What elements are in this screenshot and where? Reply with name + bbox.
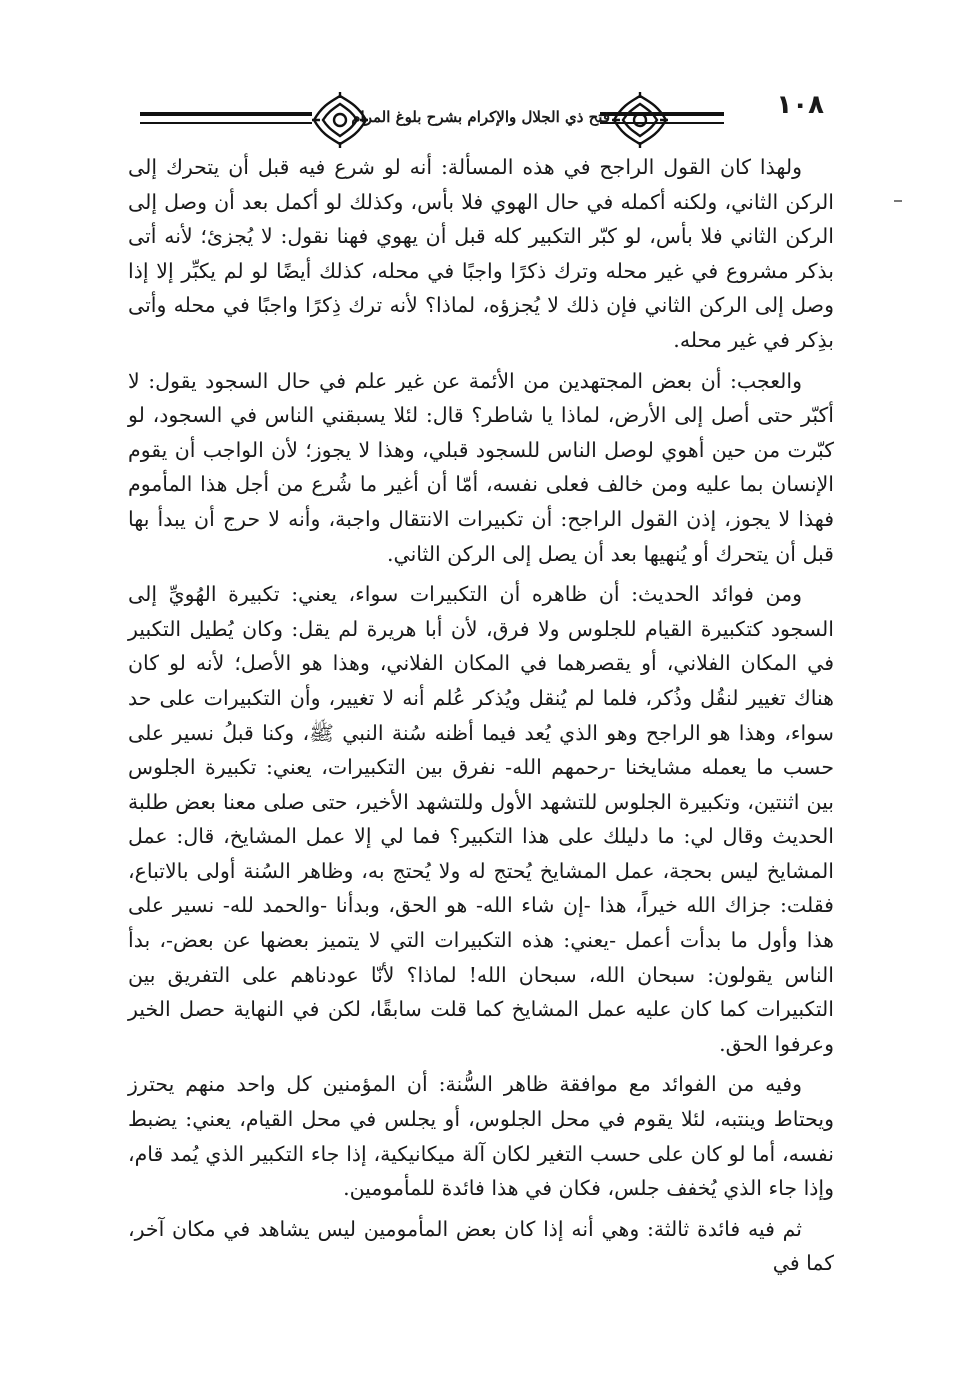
paragraph: ثم فيه فائدة ثالثة: وهي أنه إذا كان بعض المأمومين ليس يشاهد في مكان آخر، كما في bbox=[128, 1216, 834, 1276]
page-header bbox=[130, 78, 830, 156]
paragraph: ولهذا كان القول الراجح في هذه المسألة: أنه لو شرع فيه قبل أن يتحرك إلى الركن الثاني، ولكنه أكمله في حال الهوي فلا بأس، وكذلك لو أكمل بعد أن وصل إلى الركن الثاني فلا بأس، لو كبّر التكبير كله قبل أن يهوي فهنا نقول: لا يُجزئ؛ لأنه أتى بذكر مشروع في غير محله وترك ذكرًا واجبًا في محله، كذلك أيضًا لو لم يكبِّر إلا إذا وصل إلى الركن الثاني فإن ذلك لا يُجزؤه، لماذا؟ لأنه ترك ذِكرًا واجبًا في محله وأتى بذِكر في غير محله. bbox=[128, 155, 834, 352]
book-title: فتح ذي الجلال والإكرام بشرح بلوغ المرام bbox=[351, 108, 610, 126]
paragraph: والعجب: أن بعض المجتهدين من الأئمة عن غير علم في حال السجود يقول: لا أكبّر حتى أصل إلى الأرض، لماذا يا شاطر؟ قال: لئلا يسبقني الناس في السجود، لو كبّرت من حين أهوي لوصل الناس للسجود قبلي، وهذا لا يجوز؛ لأن الواجب أن يقوم الإنسان بما عليه ومن خالف فعلى نفسه، أمّا أن أغير ما شُرع من أجل هذا المأموم فهذا لا يجوز، إذن القول الراجح: أن تكبيرات الانتقال واجبة، وأنه لا حرج أن يبدأ بها قبل أن يتحرك أو يُنهيها بعد أن يصل إلى الركن الثاني. bbox=[128, 368, 834, 566]
page-body bbox=[128, 150, 834, 1281]
page-number: ١٠٨ bbox=[776, 90, 824, 120]
ornament-icon bbox=[610, 92, 670, 148]
paragraph: ومن فوائد الحديث: أن ظاهره أن التكبيرات سواء، يعني: تكبيرة الهُويِّ إلى السجود كتكبيرة القيام للجلوس ولا فرق، لأن أبا هريرة لم يقل: وكان يُطيل التكبير في المكان الفلاني، أو يقصرهما في المكان الفلاني، وهذا هو الأصل؛ لأنه لو كان هناك تغيير لنقُل وذُكر، فلما لم يُنقل ويُذكر عُلم أنه لا تغيير، وأن التكبيرات على حد سواء، وهذا هو الراجح وهو الذي يُعد فيما أظنه سُنة النبي ﷺ، وكنا قبلُ نسير على حسب ما يعمله مشايخنا -رحمهم الله- نفرق بين التكبيرات، يعني: تكبيرة الجلوس بين اثنتين، وتكبيرة الجلوس للتشهد الأول وللتشهد الأخير، حتى صلى معنا بعض طلبة الحديث وقال لي: ما دليلك على هذا التكبير؟ فما لي إلا عمل المشايخ، قال: عمل المشايخ ليس بحجة، عمل المشايخ يُحتج له ولا يُحتج به، وظاهر السُنة أولى بالاتباع، فقلت: جزاك الله خيراً، هذا -إن شاء الله- هو الحق، وبدأنا -والحمد لله- نسير على هذا وأول ما بدأت أعمل -يعني: هذه التكبيرات التي لا يتميز بعضها عن بعض-، بدأ الناس يقولون: سبحان الله، سبحان الله! لماذا؟ لأنّا عودناهم على التفريق بين التكبيرات كما كان عليه عمل المشايخ كما قلت سابقًا، لكن في النهاية حصل الخير وعرفوا الحق. bbox=[128, 582, 834, 1056]
margin-mark bbox=[894, 200, 902, 202]
paragraph: وفيه من الفوائد مع موافقة ظاهر السُّنة: أن المؤمنين كل واحد منهم يحترز ويحتاط وينتبه، لئلا يقوم في محل الجلوس، أو يجلس في محل القيام، يعني: يضبط نفسه، أما لو كان على حسب التغير لكان آلة ميكانيكية، إذا جاء التكبير الذي يُمد قام، وإذا جاء الذي يُخفف جلس، فكان في هذا فائدة للمأمومين. bbox=[128, 1072, 834, 1201]
ornament-icon bbox=[310, 92, 370, 148]
header-rule-left bbox=[140, 112, 312, 124]
